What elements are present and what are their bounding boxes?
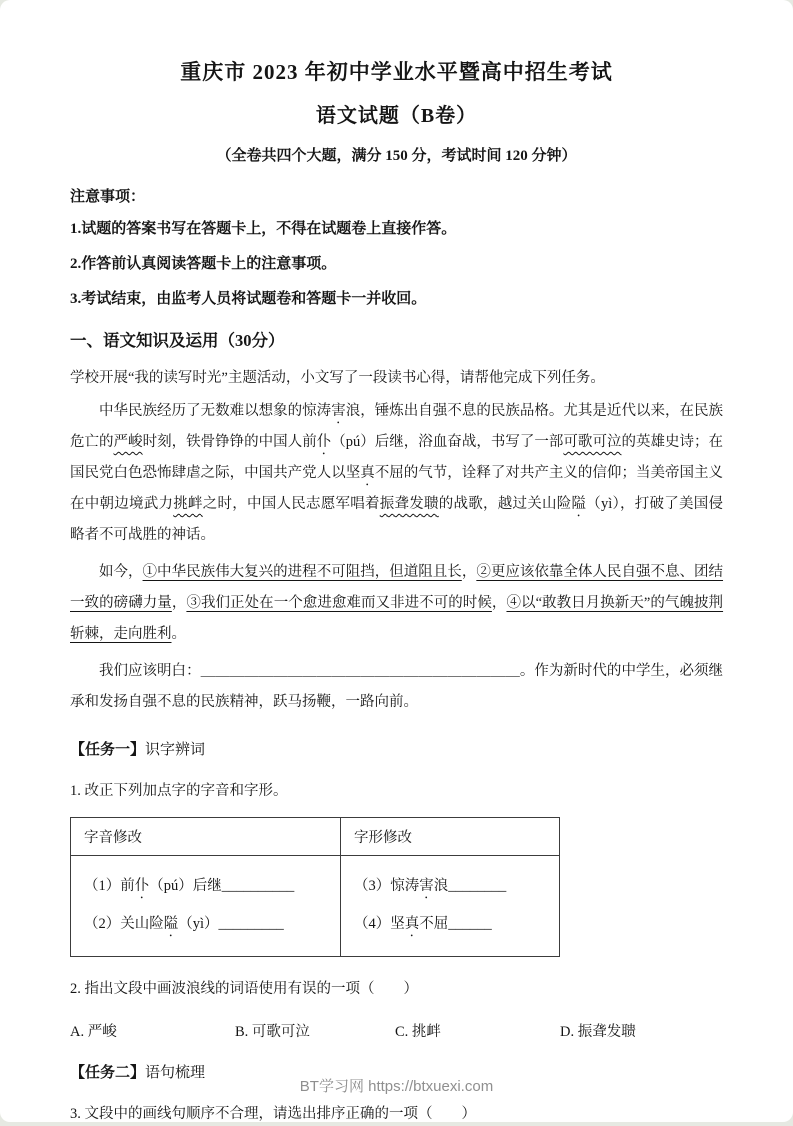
table-cell-line: （1）前仆（pú）后继__________ [84,877,295,894]
notices-block [70,185,723,310]
notice-item: 1.试题的答案书写在答题卡上，不得在试题卷上直接作答。 [70,221,457,238]
exam-meta: （全卷共四个大题，满分 150 分，考试时间 120 分钟） [216,148,577,165]
table-cell-glyph [341,855,560,956]
task2-label: 【任务二】语句梳理 [70,1065,206,1082]
table-cell-line: （2）关山险隘（yì）_________ [84,915,284,932]
correction-table [70,817,560,957]
task1-label: 【任务一】识字辨词 [70,741,206,758]
section-heading: 一、语文知识及运用（30分） [70,330,285,350]
exam-subtitle: 语文试题（B卷） [315,105,478,128]
table-cell-line: （3）惊涛害浪________ [354,877,507,894]
table-cell-line: （4）坚真不屈______ [354,915,492,932]
intro-text: 学校开展“我的读写时光”主题活动，小文写了一段读书心得，请帮他完成下列任务。 [70,369,605,386]
option-a: A. 严峻 [70,1024,117,1041]
table-header-glyph: 字形修改 [341,817,560,855]
table-cell-pinyin [71,855,341,956]
table-body-row [71,855,560,956]
option-c: C. 挑衅 [395,1024,441,1041]
table-header-pinyin: 字音修改 [71,817,341,855]
footer-credit: BT学习网 https://btxuexi.com [299,1078,494,1095]
exam-title: 重庆市 2023 年初中学业水平暨高中招生考试 [180,60,613,84]
notices-heading: 注意事项： [70,189,146,206]
question-2: 2. 指出文段中画波浪线的词语使用有误的一项（ ） [70,980,418,997]
question-1: 1. 改正下列加点字的字音和字形。 [70,782,288,799]
question-3: 3. 文段中的画线句顺序不合理，请选出排序正确的一项（ ） [70,1106,476,1123]
question-2-options [70,1020,723,1041]
passage-paragraph-3: 我们应该明白：＿＿＿＿＿＿＿＿＿＿＿＿＿＿＿＿＿＿＿＿＿＿。作为新时代的中学生，必须继承和发扬自强不息的民族精神，跃马扬鞭，一路向前。 [70,662,724,710]
passage-paragraph-1: 中华民族经历了无数难以想象的惊涛害浪，锤炼出自强不息的民族品格。尤其是近代以来，在民族危亡的严峻时刻，铁骨铮铮的中国人前仆（pú）后继，浴血奋战，书写了一部可歌可泣的英雄史诗；在国民党白色恐怖肆虐之际，中国共产党人以坚真不屈的气节，诠释了对共产主义的信仰；当美帝国主义在中朝边境武力挑衅之时，中国人民志愿军唱着振聋发聩的战歌，越过关山险隘（yì），打破了美国侵略者不可战胜的神话。 [70,402,724,543]
notice-item: 3.考试结束，由监考人员将试题卷和答题卡一并收回。 [70,290,427,307]
table-header-row [71,817,560,855]
passage-paragraph-2: 如今，①中华民族伟大复兴的进程不可阻挡，但道阻且长，②更应该依靠全体人民自强不息、团结一致的磅礴力量，③我们正处在一个愈进愈难而又非进不可的时候，④以“敢教日月换新天”的气魄披荆斩棘，走向胜利。 [70,563,724,642]
option-b: B. 可歌可泣 [235,1024,310,1041]
option-d: D. 振聋发聩 [560,1024,636,1041]
notice-item: 2.作答前认真阅读答题卡上的注意事项。 [70,256,337,273]
